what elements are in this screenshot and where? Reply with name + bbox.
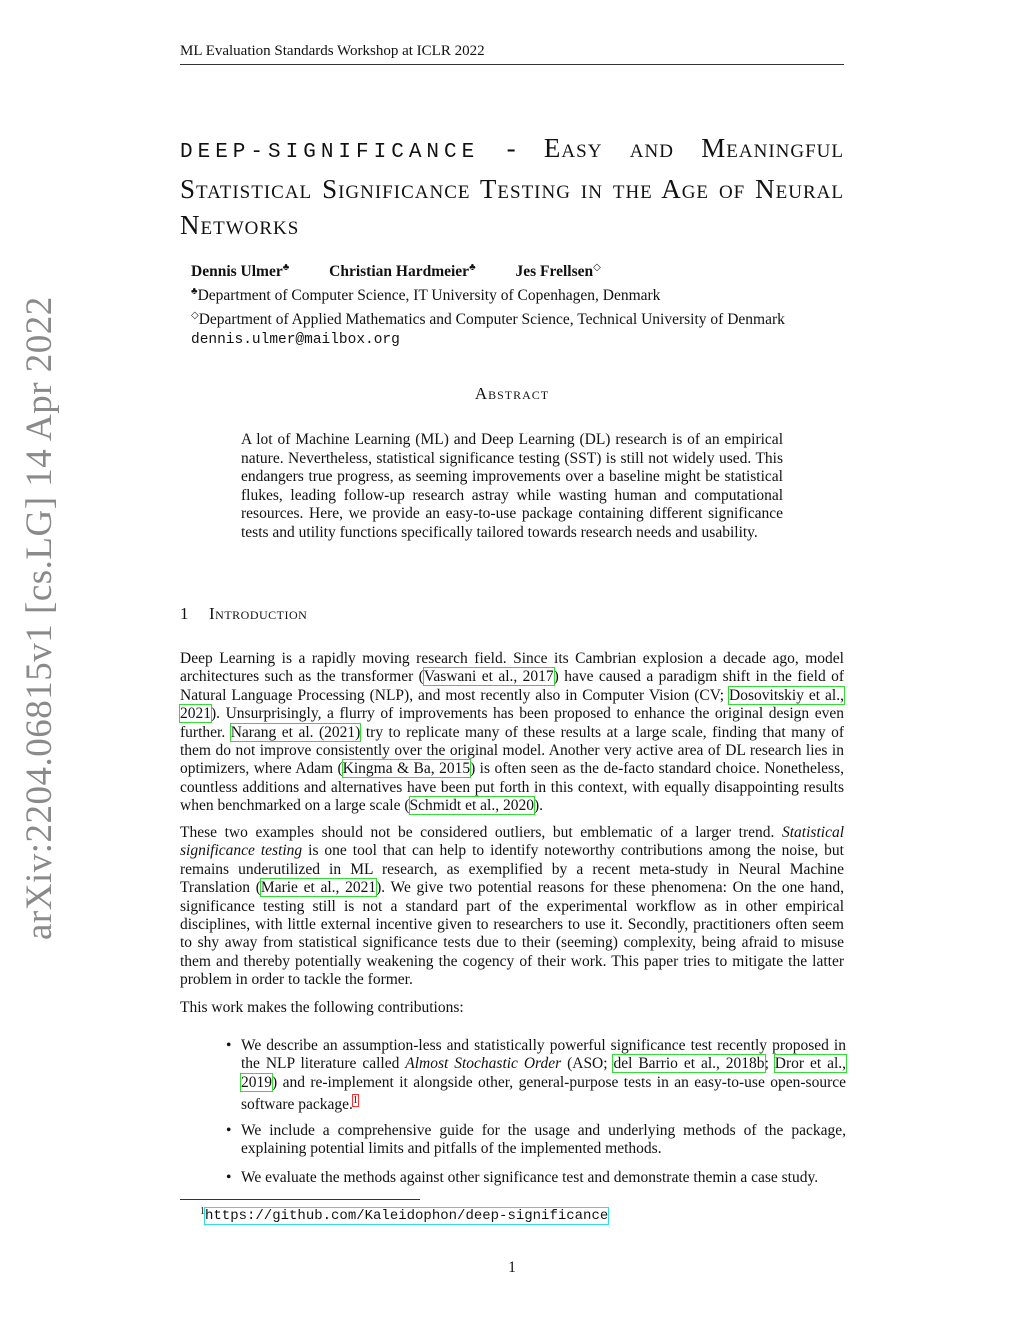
- footnote: $^1$https://github.com/Kaleidophon/deep-significance: [200, 1206, 609, 1225]
- paragraph: These two examples should not be considered outliers, but emblematic of a larger trend. Statistical significance testing is one tool that can help to identify noteworthy contributions among the noise, but remains underutilized in ML research, as exemplified by a recent meta-study in Neural Machine Translation (Marie et al., 2021). We give two potential reasons for these phenomena: On the one hand, significance testing still is not a standard part of the experimental workflow as in other empirical disciplines, with little external incentive given to researchers to use it. Secondly, practitioners often seem to shy away from statistical significance tests due to their (seeming) complexity, being afraid to misuse them and thereby potentially weakening the cogency of their work. This paper tries to mitigate the latter problem in order to tackle the former.: [180, 824, 844, 989]
- footnote-url-link[interactable]: https://github.com/Kaleidophon/deep-significance: [205, 1208, 609, 1225]
- bullet-icon: •: [226, 1037, 232, 1054]
- paragraph: This work makes the following contributions:: [180, 999, 464, 1016]
- citation-link[interactable]: Vaswani et al., 2017: [423, 668, 554, 686]
- footnote-divider: [180, 1199, 420, 1200]
- author-name: Christian Hardmeier♣: [329, 262, 476, 281]
- author-name: Dennis Ulmer♣: [191, 262, 290, 281]
- bullet-icon: •: [226, 1122, 232, 1139]
- arxiv-stamp: arXiv:2204.06815v1 [cs.LG] 14 Apr 2022: [19, 296, 60, 940]
- citation-link[interactable]: Narang et al. (2021): [230, 723, 361, 741]
- title-package-name: DEEP-SIGNIFICANCE: [180, 141, 480, 164]
- list-item: • We evaluate the methods against other significance test and demonstrate themin a case study.: [226, 1169, 819, 1186]
- page-number: 1: [508, 1259, 516, 1276]
- citation-link[interactable]: Dosovitskiy et al., 2021: [180, 686, 844, 723]
- citation-link[interactable]: Kingma & Ba, 2015: [342, 760, 471, 778]
- section-heading: 1 Introduction: [180, 604, 308, 623]
- citation-link[interactable]: del Barrio et al., 2018b: [613, 1055, 765, 1073]
- footnote-link[interactable]: 1: [352, 1095, 358, 1107]
- abstract-heading: Abstract: [474, 384, 550, 403]
- author-names: [191, 258, 851, 282]
- bullet-icon: •: [226, 1169, 232, 1186]
- citation-link[interactable]: Dror et al., 2019: [241, 1055, 847, 1091]
- title-text: - Easy and Meaningful Statistical Significance Testing in the Age of Neural Networks: [180, 133, 844, 240]
- paper-title: [180, 130, 844, 243]
- venue-header: ML Evaluation Standards Workshop at ICLR 2022: [180, 43, 844, 65]
- list-item: • We include a comprehensive guide for the usage and underlying methods of the package, explaining potential limits and pitfalls of the implemented methods.: [226, 1122, 846, 1158]
- list-item: • We describe an assumption-less and statistically powerful significance test recently proposed in the NLP literature called Almost Stochastic Order (ASO; del Barrio et al., 2018b; Dror et al., 2019) and re-implement it alongside other, general-purpose tests in an easy-to-use open-source software package.$^1$: [226, 1037, 847, 1114]
- abstract-text: A lot of Machine Learning (ML) and Deep Learning (DL) research is of an empirical nature. Nevertheless, statistical significance testing (SST) is still not widely used. This endangers true progress, as seeming improvements over a baseline might be statistical flukes, leading follow-up research astray while wasting human and computational resources. Here, we provide an easy-to-use package containing different significance tests and utility functions specifically tailored towards research needs and usability.: [241, 431, 783, 541]
- citation-link[interactable]: Schmidt et al., 2020: [409, 797, 534, 815]
- affiliation-1: ♣Department of Computer Science, IT University of Copenhagen, Denmark: [191, 286, 661, 305]
- author-name: Jes Frellsen◇: [515, 262, 601, 281]
- author-email[interactable]: dennis.ulmer@mailbox.org: [191, 332, 400, 349]
- author-block: [191, 258, 851, 350]
- affiliation-2: ◇Department of Applied Mathematics and Computer Science, Technical University of Denmark: [191, 310, 785, 329]
- paragraph: Deep Learning is a rapidly moving research field. Since its Cambrian explosion a decade ago, model architectures such as the transformer (Vaswani et al., 2017) have caused a paradigm shift in the field of Natural Language Processing (NLP), and most recently also in Computer Vision (CV; Dosovitskiy et al., 2021). Unsurprisingly, a flurry of improvements has been proposed to enhance the original design even further. Narang et al. (2021) try to replicate many of these results at a large scale, finding that many of them do not improve consistently over the original model. Another very active area of DL research lies in optimizers, where Adam (Kingma & Ba, 2015) is often seen as the de-facto standard choice. Nonetheless, countless additions and alternatives have been put forth in this context, with equally disappointing results when benchmarked on a large scale (Schmidt et al., 2020).: [180, 650, 845, 815]
- citation-link[interactable]: Marie et al., 2021: [260, 879, 377, 897]
